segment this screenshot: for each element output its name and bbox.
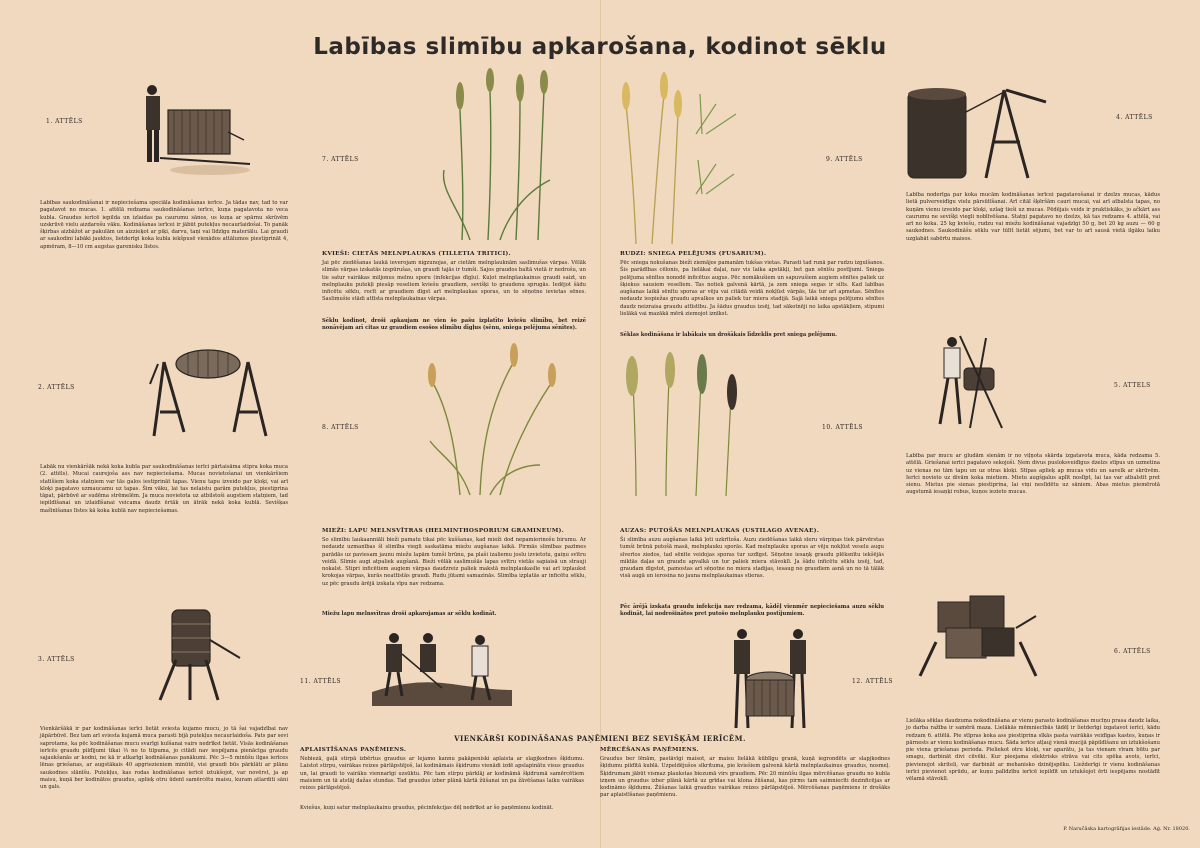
kviesi-bold-note: Sēklu kodinot, droši apkaujam ne vien šo pašu izplatīto kviešu slimību, bet reizē nonāvējam arī citas uz graudiem esošos slimību dīgļus (sēnu, sniega pelējuma sēnītes).: [322, 318, 586, 332]
right-paragraph-1: Labība noderīga par koka mucām kodināšanas ierīcei pagatavošanai ir dzelzs mucas, kādus lietā pulverveidīgu vielu pārsūtīšanai. Arī citāl šķēršām cauri mucai, vai arī atbalsta tapas, no kuņām vienu izveido par kloķi, uzlaģ tieši uz mucas. Pēdējais veids ir praktiskāks, jo ačkārt ass caurumu ne sevišķi viegli noblīvēšana. Statņi pagatavo no dzelzs, kā tas redzams 4. attēlā, vai arī no koka. 25 kg kviešu, rudzu vai miežu kodināšanai vajadzīgi 50 g, bet 20 kg auzu — 60 g saukodnes. Saukodināšu sēklu var tūlīt lietāt sējumi, bet var to arī sausā vietā ilgāku laiku uzglabāt sabērtu maisos.: [906, 192, 1160, 242]
figure-3-caption: 3. ATTĒLS: [38, 656, 75, 663]
figure-7-caption: 7. ATTĒLS: [322, 156, 359, 163]
figure-9-caption: 9. ATTĒLS: [826, 156, 863, 163]
kviesi-heading: KVIEŠI: CIETĀS MELNPLAUKAS (TILLETIA TRITICI).: [322, 251, 511, 257]
figure-5-caption: 5. ATTĒLS: [1114, 382, 1151, 389]
miezi-text: So slimību laukaanniāli bieži pamatu tikai pēc kuššanas, kad mieži dod nepamierinošu birumu. Ar nedaudz uzmanības šī slimība viegli saskatāma miežu augšanas laikā. Pirmās slimības pazīmes parādās uz paviesam jaunu miežu lapām tumši brūnu, pa plaši izaliemu joslu izvietotu, gaiņu svītru veidā. Slimie augi atpaliek augšanā. Bieži vēlāk saslimušās lapas svītru vietās sapiaisā un strauji nokalst. Stipri inficētiem augiem vārpas daudzreiz paliek makstā melnplaukaslīe vai arī izplaukst krokojas vārpas, kurās neattīstās graudi. Rudu jūtami samazinās. Slimība izplatās ar inficētu sēklu, uz pēc graudu ārējā izskata vīpu nav redzama.: [322, 537, 586, 587]
miezi-bold-note: Miežu lapu melnsvītras droši apkarojamas ar sēklu kodināt.: [322, 611, 497, 617]
figure-11-caption: 11. ATTĒLS: [300, 678, 342, 685]
left-paragraph-3: Vienkāršākā ir par kodināšanas ierīci lietāt sviesta kujamo mucu, jo tā šai vajadzībai nav jāpārbūvē. Bez tam arī sviesta kujamā muca parasti bijā putekļus necaurlaidoša. Pats par sevi saprotams, ka pēc kodināšanas mucu svarīgi kulšanai vairs nedrīkst lietāt. Visās kodināšanas ierīcēs graudu pildījumi tikai ⅓ no to tilpuma, jo citādi nav iespējama pienācīga graudu sajaukšanās ar kodni, ne kā ir atkarīgi kodināšanas panākumi. Pēc 3—5 minūšu ilgas ierīces lēnas griešanas, ar augstākais 40 apgriezieniem minūtē, visi graudi būs pārklāti ar plānu saukodnes slānīšu. Putekļus, kas rodas kodināšanas ierīcē iztukšojot, var novērst, ja ap maisu, kuņā ber kodinātos graudus, aplieķ otru ūdenī samērcētu maisu, kuram atlarditi sāni un gals.: [40, 726, 288, 791]
aplaist-text: Nebiezā, gaļā stirpā izbērtus graudus ar lejamo kannu pakāpeniski aplaista ar slapjkodnes šķīdumu. Laistot stirpu, vairākas reizes pārlāpstējoš, lai kodināmais šķidrums vienādi izdē apslapinātu visus graudus un, lai graudi to vairāku viennarīgi uzsūktu. Pēc tam stirpu pārklāj ar kodināmā šķidrumā samērcētiem maisiem un tā atstāj dažas stundas. Tad graudus izber plānā kārtā žūšanai un pa žāvēšanas laiku vairākas reizes pārlāpstējoš.: [300, 756, 584, 792]
figure-12-illustration: [724, 624, 824, 734]
aplaist-heading: APLAISTĪŠANAS PAŅĒMIENS.: [300, 747, 407, 753]
figure-1-illustration: [140, 82, 260, 182]
kviesi-text: Jai pēc ziedēšanas laukā ieverojam nigzunojas, ar cietām melnplauknām saslimušas vārpas. Vēlāk slimās vārpas izskatās izspūrušas, un graudi tajās ir tumši. Sajos graudos baltā vietā ir nedrošu, un tie satur vairākas miljonus melnu sporu (infekcijas dīgļu). Kuļot melnplaukainus graudi saizt, un melnplauku putekļi piesāp veseliem kviešu graudiem, sevišķi to graudenu sprugās. Iedējot šādu inficētu sēklu, rocīt ar graudiem dīgst arī melnplaukas sporas, un to sēņotne ievietas sēnes. Saslimušie stādi attīsta melnplaukainas vārpas.: [322, 260, 586, 303]
left-paragraph-2: Labāk nu vienkāršāk nekā koka kubla par saukodināšanas ierīci pārtaisāma stipra koka muca (2. attēls). Mucai caurejoša ass nav nepieciešama. Mucas novietošanai un vienkāršiem statīšiem koka statņiem var tās galos iestiprināt tapas. Vienu tapu izveido par kloķi, vai arī kloķi pagatavo uzmaucamu uz tapas. Šim vāku, lai tas nelaistu garām putekļus, piestiprina tāpat, pārbūvē ar sudēma strēmelēm. Ja muca novietota uz atbilstoši augstiem statņiem, tad iepildīšanai un izlaidīšanai veicama daudz ērtāk un ātrāk nekā koka kublā. Sevišķas mašīnīšanas līstes kā koka kublā nav nepieciešamas.: [40, 464, 288, 514]
auzas-text: Ši slimība auzu augšanas laikā ļoti uzkrītoša. Auzu ziedēšanas laikā sīeru vārpiņas tiek pārvērstas tumši brūnā putošā masā, melnplauku sporās. Kad melnplauku sporas ar vēju nokļūst veselu augu sīverīos ziedos, tad sēnīte veidojas sporas tur uzdīgst. Sēņotne iesaņķ graudu plēksnītu iekšējās miktās daļas un graudu apvalkā un tur paliek miera stāvoklī. Ja šādu inficētu sēklu izsēj, tad, graudam dīgstot, pamostas arī sēņotne no miera stadijas, iesaug no graudiem asnā un no tā tālāk visā augā un ierosina no jauna melnplaukainas stieras.: [620, 537, 884, 580]
rudzi-bold-note: Sēklas kodināšana ir labākais un drošākais līdzeklis pret sniega pelējumu.: [620, 332, 837, 338]
figure-9-rye-illustration: [616, 74, 746, 244]
figure-2-caption: 2. ATTĒLS: [38, 384, 75, 391]
auzas-heading: AUZAS: PUTOŠĀS MELNPLAUKAS (USTILAGO AVENAE).: [620, 528, 820, 534]
right-paragraph-3: Lielāka sēklas daudzuma nokodināšana ar vienu parasto kodināšanas mucīņu prasa daudz laika, jo darba ražība ir samērā maza. Lielākās mēmniecībās tādēļ ir lietderīgi izgatavot ierīci, kādu redzam 6. attēlā. Pie stīpras koka ass piestiprina sīkās pasta vairākās veidīgas kastes, kuņas ir pārnests ar vienu kodināšanas mucu. Šāda ierīce atļauj vienā mucijā pāpildīšanu un iztukšošanu pie viena griešanas perioda. Pieliekot otru kloķi, var aparātu, ja tas vienam vīram būtu par smagu, darbināt divi cilvēki. Kur pieejama elektrisks strāva vai cits spēka avots, ierīci, pievienojot skriteli, var darbināt ar mehanisko dzinējspēku. Liežderīgi ir vienu kodināšanas ierīci pievienot sprūdu, ar kuņu palīdzību ierīcē iepildīt un iztukšojot ērti iespējams nostādīt vēlamā stāvoklī.: [906, 718, 1160, 783]
figure-8-barley-illustration: [420, 345, 570, 495]
figure-7-wheat-illustration: [440, 70, 570, 242]
figure-10-caption: 10. ATTĒLS: [822, 424, 864, 431]
figure-6-illustration: [916, 592, 1046, 682]
fold-line: [600, 0, 601, 848]
rudzi-heading: RUDZI: SNIEGA PELĒJUMS (FUSARIUM).: [620, 251, 767, 257]
right-paragraph-2: Labība par mucu ar gludām sienām ir no viļņota skārda izgatavota muca, kāda redzama 5. attēlā. Griešanai ierīci pagatavo sekojoši. Ņem divus pusloksveidīgus dzelzs stīpus un uzmetina uz vienas no tām tapu un uz otras kloķi. Stīpas aplieķ ap mucas vidu un savelk ar skrūvēm. Ierīci novieto uz divām koka mietiem. Mietu augšgalus aplīt noslīpt, lai tas var atbalstīt pret sienu. Mietus pie sienas piestiprina, lai viņi neslīdētu uz sāniem. Abas mietus piemērotā augstumā iesaņķi robus, kuņos iezieto mucas.: [906, 453, 1160, 496]
merc-text: Graudus ber lēnām, pastāvīgi maisot, ar maisu lielākā kūblīgu granā, kuņā iegrondēts ar slapjkodnes šķīdumu pildītā kublā. Uzpeldējušos sīkrituma, pie kviešiem galvenā kārtā melnplaukainus graudus, nosmeļ. Šķidrumam jābūt vismaz plaukstas biezumā virs graudiem. Pēc 20 minūšu ilgas mērcēšanas graudu no kubla izņem un graudus izber plānā kārtā uz grīdas vai klona žūšanai, kas pirms tam saimniecīti dezinficējas ar kodināmo šķīdumu. Žūšanas laikā graudus vairākas reizes pārlāpstējoš. Mērcēšanas paņēmiens ir drošāks par aplaistīšanas paņēmienu.: [600, 756, 890, 799]
merc-heading: MĒRCĒŠANAS PAŅĒMIENS.: [600, 747, 699, 753]
figure-6-caption: 6. ATTĒLS: [1114, 648, 1151, 655]
figure-12-caption: 12. ATTĒLS: [852, 678, 894, 685]
figure-4-caption: 4. ATTĒLS: [1116, 114, 1153, 121]
figure-5-illustration: [930, 332, 1010, 432]
figure-11-illustration: [372, 626, 512, 706]
footer-imprint: P. Naručāska kartogrāfijas iestāde. Aģ. Nr. 18020.: [1063, 826, 1190, 832]
miezi-heading: MIEŽI: LAPU MELNSVĪTRAS (HELMINTHOSPORIUM GRAMINEUM).: [322, 528, 564, 534]
figure-3-illustration: [150, 600, 250, 704]
auzas-bold-note: Pēc ārējā izskata graudu infekcija nav redzama, kādēļ vienmēr nepieciešama auzu sēklu kodināt, lai nodrošinātos pret putošo melnplauku postījumiem.: [620, 604, 884, 618]
poster-title: Labības slimību apkarošana, kodinot sēklu: [313, 34, 887, 60]
figure-1-caption: 1. ATTĒLS: [46, 118, 83, 125]
left-paragraph-1: Labības saukodināšanai ir nepieciešama speciāla kodināšanas ierīce. Ja tādas nav, tad to var pagatavot no mucas. 1. attēlā redzama saukodināšanas ierīce, kuņa pagatavota no veca kubla. Graudus ierīcē iepilda un izlaidas pa caurumu sānos, us kuņa ar spārnu skrūvēm uzskrūvē vielu aizdarošu vāku. Kodināšanas ierīcei ir jābūt putekļus necaurlaidošai. To panāk šķirbas aizbāžot ar pakulām un aizzieķot ar piķi, darvu, taņi vai līdzīgu materiālu. Lai graudi ar saukodini labāki jauktos, lietderīgi koka kubla iekšpusē vienādos attālumos piestiprināt 4, apmēram, 8—10 cm augstas garenisku līstes.: [40, 200, 288, 250]
figure-8-caption: 8. ATTĒLS: [322, 424, 359, 431]
rudzi-text: Pēc sniega nokušanas bieži ziemājos pamanām tukšas vietas. Parasti tad runā par rudzu izgulšanos. Šis parādības cēlonis, pa lielākai daļai, nav vis laika apstākļi, bet gan sēnīšu postījumi. Sniega pelējuma sēnītes nonodē inficētus augus. Pēc nomākušiem un sapuvušiem augiem sēnītes paliek uz šķiekus sausiem veselīem. Tas notiek galvenā kārtā, ja zem sniega segas ir silts. Kad labības augšanas laikā sēnītu sporas ar vēju vai citādā veidā nokļūst vārpās, tās tur arī apmetas. Sēnītes nedaudz iespiežas graudu apvalkos un paliek tur miera stadijā. Sajā laikā sniega pelējumu sēnītes daudz neizraisa graudu attīstību. Ja šādus graudus izsēj, tad sākotnēji no laika apstākļiem, stipumi lielākā vai mazākā mērā ziemojot iznīkst.: [620, 260, 884, 318]
figure-2-illustration: [150, 342, 270, 442]
figure-4-illustration: [906, 82, 1066, 192]
methods-section-title: VIENKĀRŠI KODINĀŠANAS PAŅĒMIENI BEZ SEVIŠĶĀM IERĪCĒM.: [454, 734, 746, 743]
aplaist-note: Kviešus, kuņi satur melnplaukainu graudus, pēcinfekcijas dēļ nedrīkst ar šo paņēmienu kodināt.: [300, 805, 554, 811]
figure-10-oats-illustration: [620, 346, 760, 496]
